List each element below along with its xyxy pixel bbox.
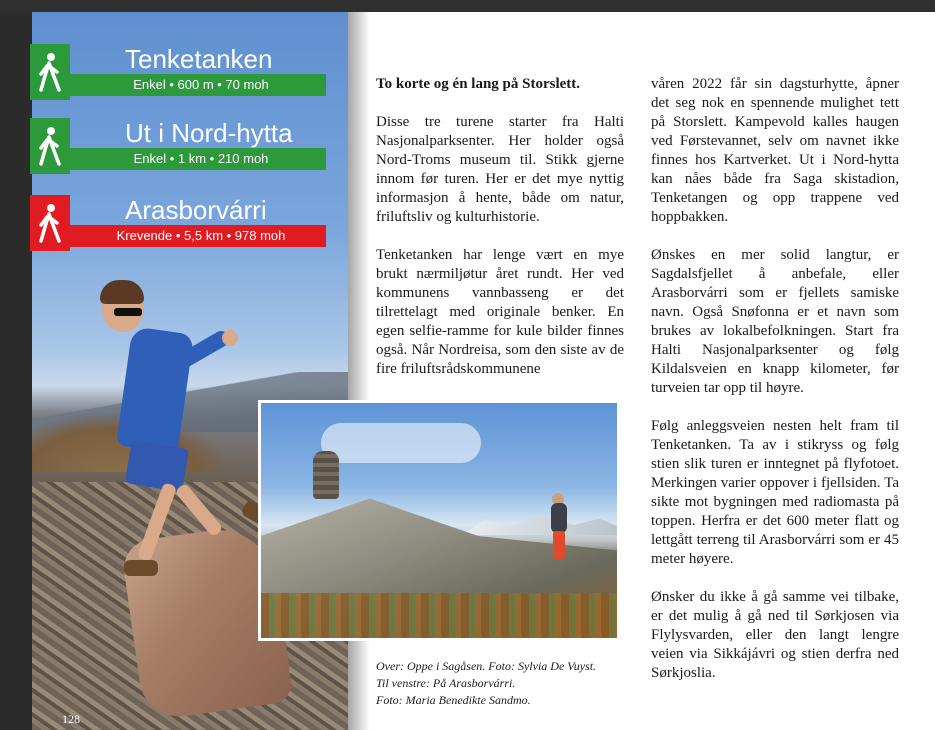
child-shoe: [124, 560, 158, 576]
article-heading: To korte og én lang på Storslett.: [376, 76, 581, 92]
text-column-1: [376, 75, 624, 398]
paragraph: Ønskes en mer solid langtur, er Sagdalsfjellet å anbefale, eller Arasborvárri som er fjellets samiske navn. Også Snøfonna er et navn som brukes av lokalbefolkningen. Start fra Halti Nasjonalparksenter og følg Kildalsveien en knapp kilometer, før turveien tar opp til høyre.: [651, 247, 899, 396]
caption-line: Over: Oppe i Sagåsen. Foto: Sylvia De Vuyst.: [376, 659, 597, 673]
trail-name: Arasborvárri: [125, 195, 267, 225]
trail-badge-arasborvarri: [30, 195, 326, 247]
page-number: 128: [62, 712, 80, 726]
trail-name: Tenketanken: [125, 44, 273, 74]
trail-badge-tenketanken: [30, 44, 326, 96]
photo-caption: [376, 658, 636, 709]
trail-badge-nord-hytta: [30, 118, 326, 170]
inset-photo-cairn: [258, 400, 620, 641]
caption-line: Foto: Maria Benedikte Sandmo.: [376, 693, 531, 707]
paragraph: Disse tre turene starter fra Halti Nasjonalparksenter. Her holder også Nord-Troms museum til. Stikk gjerne innom før turen. Her er det mye nyttig informasjon å hente, både om natur, friluftsliv og kulturhistorie.: [376, 114, 624, 225]
cloud: [321, 423, 481, 463]
hiker-body: [551, 503, 567, 533]
child-sunglasses: [114, 308, 142, 316]
snowy-mountains: [461, 513, 620, 535]
paragraph: Ønsker du ikke å gå samme vei tilbake, er det mulig å gå ned til Sørkjosen via Flylysvarden, eller den langt lengre veien via Sikkájávri og stien derfra ned Sørkjoslia.: [651, 589, 899, 681]
trail-info: Enkel • 1 km • 210 moh: [30, 148, 326, 170]
paragraph: Tenketanken har lenge vært en mye brukt nærmiljøtur året rundt. Her ved kommunens vannbasseng er det tilrettelagt med originale benker. En egen selfie-ramme for kule bilder finnes også. Når Nordreisa, som den siste av de fire friluftsrådskommunene: [376, 247, 624, 377]
text-column-2: [651, 75, 899, 702]
trail-info: Krevende • 5,5 km • 978 moh: [30, 225, 326, 247]
trail-info: Enkel • 600 m • 70 moh: [30, 74, 326, 96]
moss: [261, 593, 620, 641]
caption-line: Til venstre: På Arasborvárri.: [376, 676, 516, 690]
trail-name: Ut i Nord-hytta: [125, 118, 293, 148]
hiker-legs: [553, 531, 565, 559]
paragraph: Følg anleggsveien nesten helt fram til Tenketanken. Ta av i stikryss og følg stien slik turen er inntegnet på flyfotoet. Merkingen varier oppover i fjellsiden. Ta sikte mot bygningen med radiomasta på toppen. Herfra er det 600 meter flatt og lettgått terreng til Arasborvárri som er 45 meter høyere.: [651, 418, 899, 567]
child-hand: [222, 330, 238, 346]
child-hair: [100, 280, 144, 304]
top-bar: [0, 0, 935, 12]
stone-cairn: [313, 451, 339, 499]
paragraph: våren 2022 får sin dagsturhytte, åpner det seg nok en spennende mulighet tett på Storslett. Kampevold kalles haugen ved Førstevannet, selv om navnet ikke finnes hos Kartverket. Ut i Nord-hytta kan nåes både fra Saga skistadion, Tenketangen og opp trappene ved hoppbakken.: [651, 76, 899, 225]
